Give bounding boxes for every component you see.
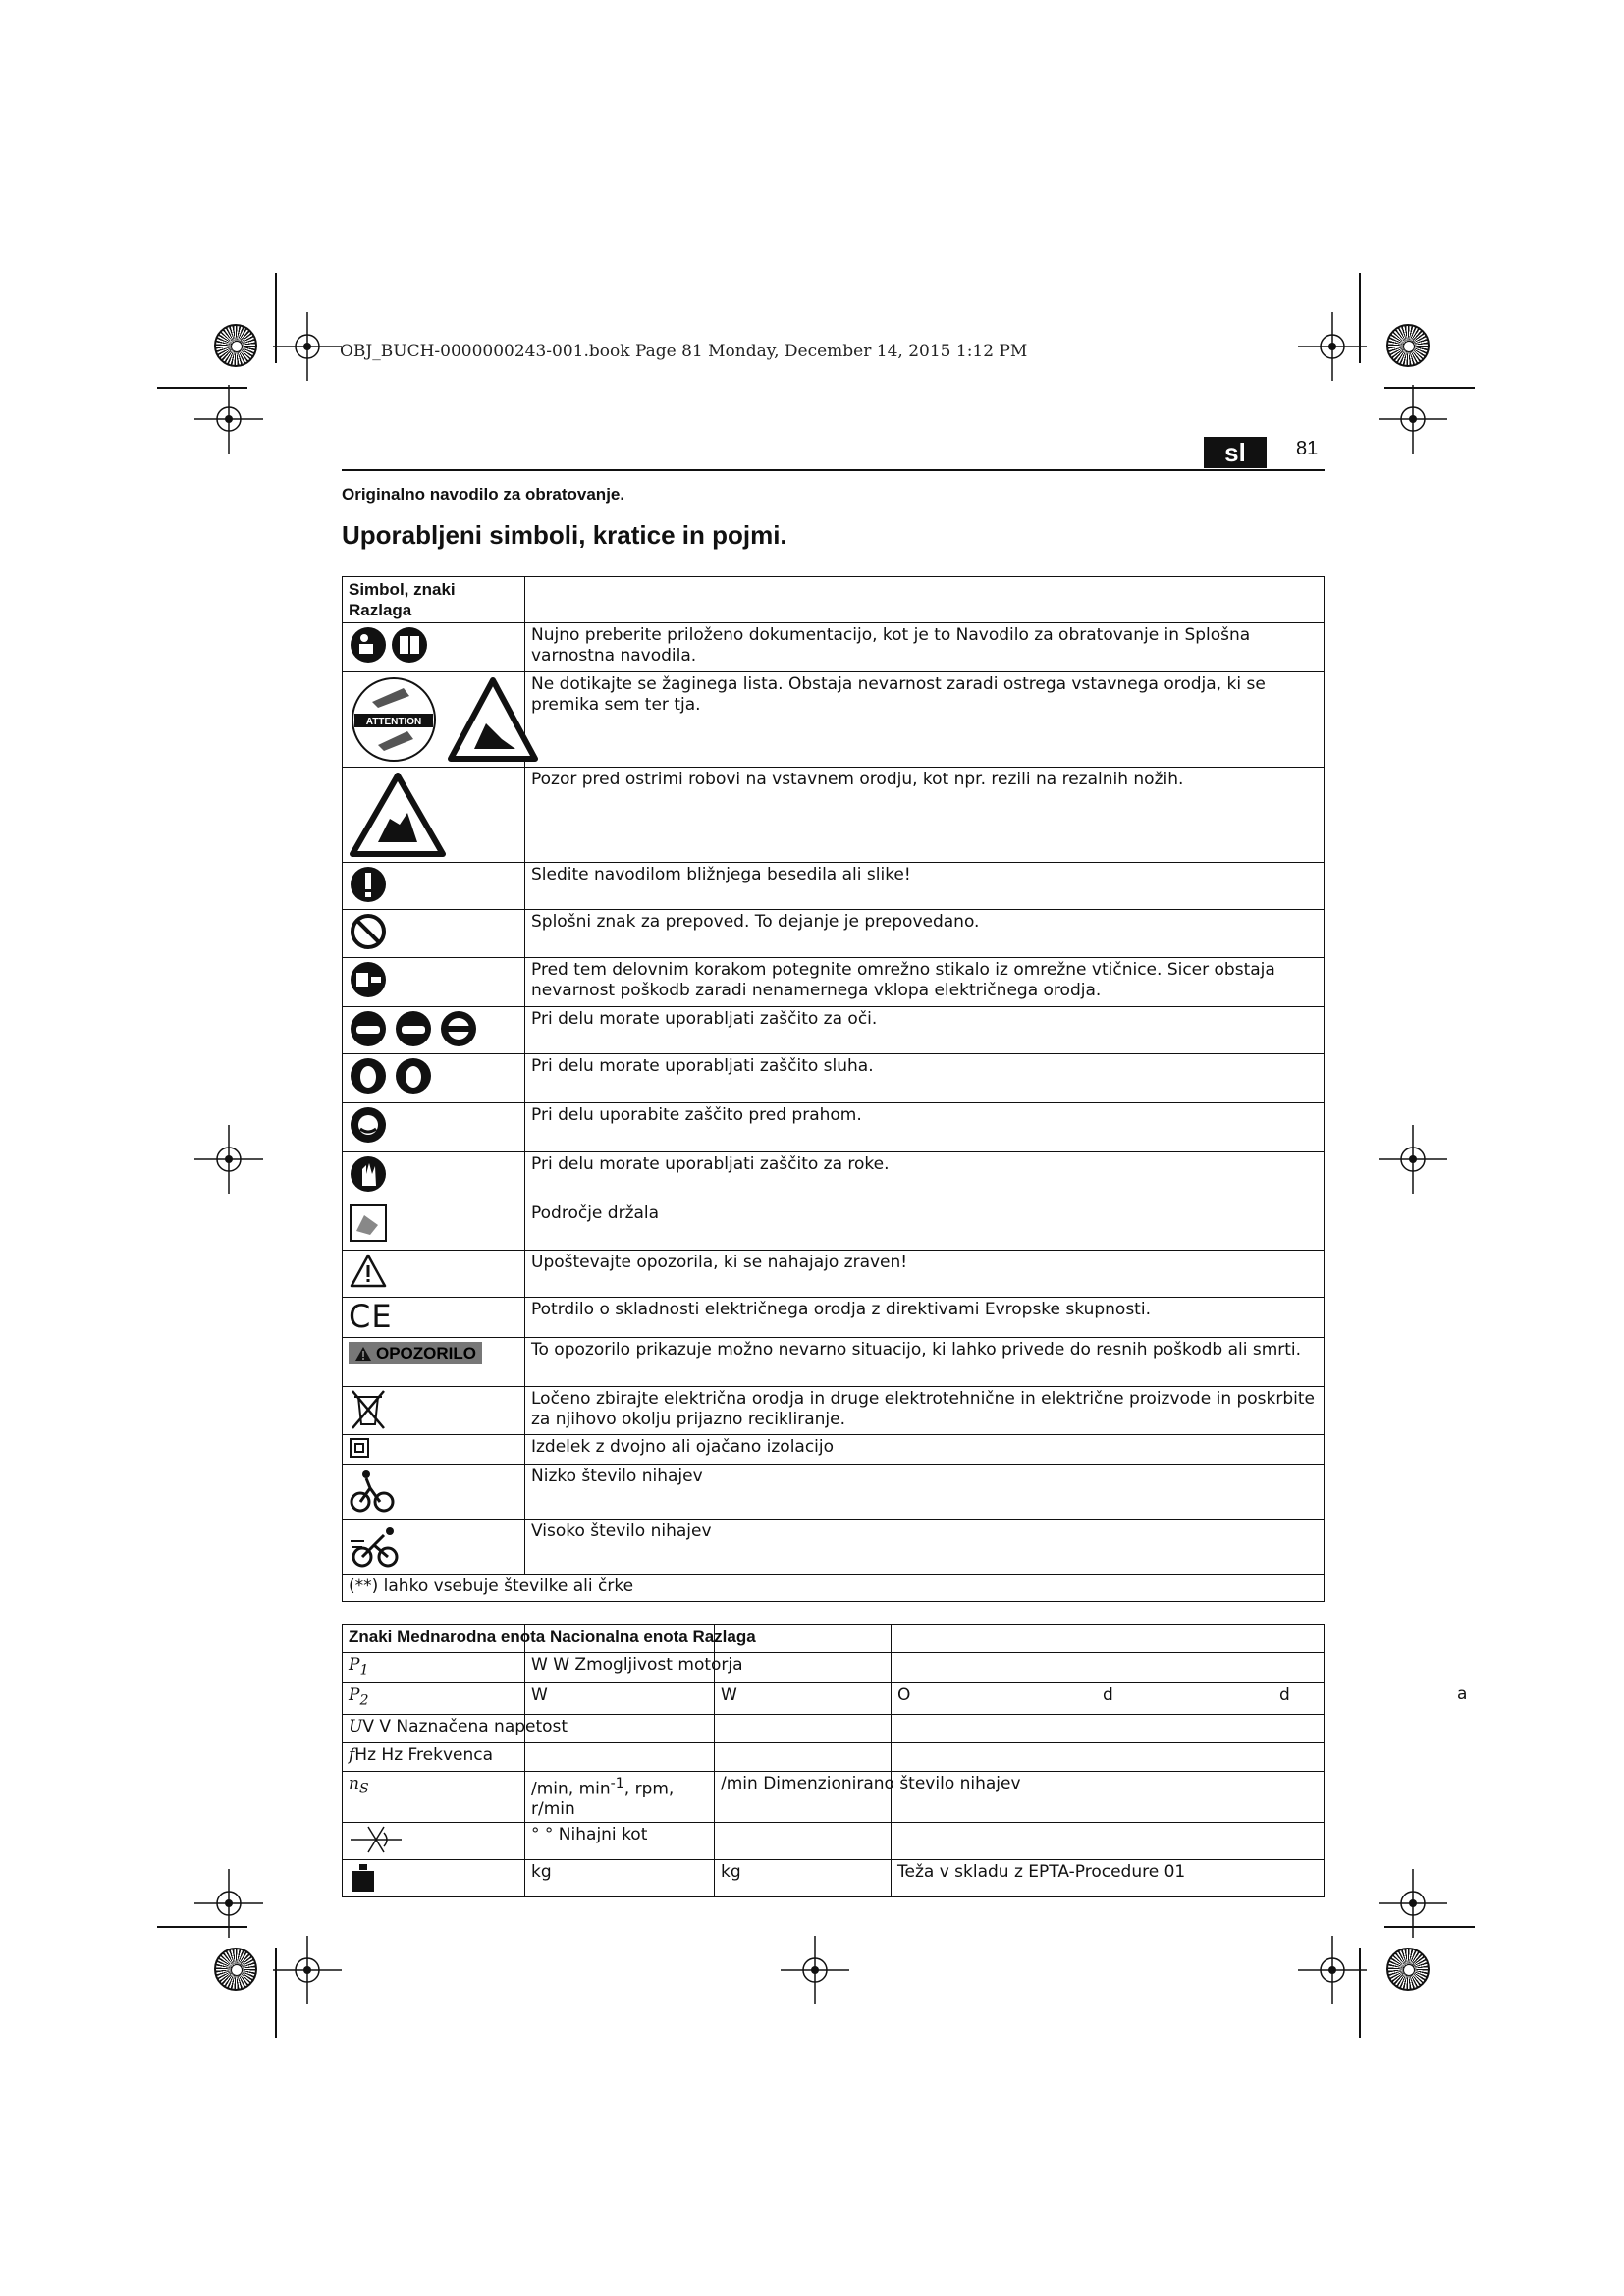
unit-cell: ° ° Nihajni kot	[525, 1823, 715, 1860]
description-cell	[892, 1714, 1325, 1742]
table-row	[343, 1465, 1325, 1520]
double-insulation-icon	[349, 1437, 370, 1459]
description-cell: Pred tem delovnim korakom potegnite omrežno stikalo iz omrežne vtičnice. Sicer obstaja nevarnost poškodb zaradi nenamernega vklopa električnega orodja.	[525, 958, 1325, 1007]
description-cell: Pri delu morate uporabljati zaščito za roke.	[525, 1152, 1325, 1201]
low-oscillation-icon	[349, 1467, 396, 1514]
unit-cell: W W Zmogljivost motorja	[525, 1653, 715, 1683]
description-cell: Ločeno zbirajte električna orodja in druge elektrotehnične in električne proizvode in poskrbite za njihovo okolju prijazno recikliranje.	[525, 1387, 1325, 1435]
crosshair-mark	[273, 312, 342, 381]
description-cell	[892, 1742, 1325, 1771]
table-row	[343, 1251, 1325, 1298]
exclamation-icon	[349, 865, 388, 904]
unit-symbol: P	[349, 1685, 360, 1706]
table-row	[343, 1520, 1325, 1575]
unit-cell	[715, 1742, 892, 1771]
attention-blade-icon	[349, 674, 539, 763]
table-header: Znaki Mednarodna enota Nacionalna enota Razlaga	[343, 1625, 525, 1653]
registration-rosette	[214, 1948, 257, 1991]
unit-text: r/min	[531, 1799, 575, 1820]
dust-mask-icon	[349, 1105, 388, 1145]
footnote: (**) lahko vsebuje številke ali črke	[343, 1575, 1325, 1602]
warning-badge-label: OPOZORILO	[376, 1344, 476, 1362]
table-row	[343, 1742, 1325, 1771]
warning-triangle-icon	[349, 1253, 388, 1290]
description-cell: Splošni znak za prepoved. To dejanje je prepovedano.	[525, 910, 1325, 958]
units-table	[342, 1624, 1325, 1897]
unit-symbol: n	[349, 1773, 359, 1793]
footnote-row	[343, 1575, 1325, 1602]
section-title: Uporabljeni simboli, kratice in pojmi.	[342, 520, 787, 550]
table-row	[343, 1653, 1325, 1683]
trim-mark	[1359, 1948, 1361, 2038]
trim-mark	[157, 387, 247, 389]
symbol-cell	[343, 1465, 525, 1520]
trim-mark	[1384, 387, 1475, 389]
symbol-cell	[343, 1201, 525, 1251]
symbol-cell	[343, 1298, 525, 1338]
crosshair-mark	[273, 1936, 342, 2004]
unit-row-text: V V Naznačena napetost	[362, 1716, 568, 1736]
page-number: 81	[1296, 438, 1319, 459]
crosshair-mark	[1379, 1869, 1447, 1938]
unplug-icon	[349, 960, 388, 999]
registration-rosette	[214, 324, 257, 367]
unit-symbol-subscript: 2	[359, 1692, 369, 1709]
table-header-cell	[892, 1625, 1325, 1653]
trim-mark	[1359, 273, 1361, 363]
description-fragment: d	[1279, 1685, 1290, 1706]
symbol-cell	[343, 1742, 525, 1771]
unit-cell	[715, 1714, 892, 1742]
description-cell: Ne dotikajte se žaginega lista. Obstaja nevarnost zaradi ostrega vstavnega orodja, ki se premika sem ter tja.	[525, 672, 1325, 768]
table-row	[343, 672, 1325, 768]
crosshair-mark	[194, 1869, 263, 1938]
symbol-cell	[343, 1771, 525, 1823]
description-cell: Nujno preberite priloženo dokumentacijo, kot je to Navodilo za obratovanje in Splošna varnostna navodila.	[525, 623, 1325, 672]
file-header: OBJ_BUCH-0000000243-001.book Page 81 Monday, December 14, 2015 1:12 PM	[340, 342, 1028, 361]
gloves-icon	[349, 1154, 388, 1194]
oscillation-angle-icon	[349, 1825, 404, 1854]
unit-symbol: f	[349, 1744, 355, 1765]
header-rule	[342, 469, 1325, 471]
crosshair-mark	[1379, 1125, 1447, 1194]
symbol-cell	[343, 863, 525, 910]
unit-symbol: U	[349, 1716, 363, 1736]
language-tab: sl	[1204, 437, 1267, 468]
description-cell: Potrdilo o skladnosti električnega orodja z direktivami Evropske skupnosti.	[525, 1298, 1325, 1338]
hearing-protection-icon	[349, 1056, 437, 1095]
unit-superscript: -1	[610, 1775, 624, 1791]
table-header: Simbol, znaki Razlaga	[343, 577, 525, 623]
description-fragment: O	[897, 1685, 911, 1706]
description-cell: Pozor pred ostrimi robovi na vstavnem orodju, kot npr. rezili na rezalnih nožih.	[525, 768, 1325, 863]
crosshair-mark	[781, 1936, 849, 2004]
unit-cell: W	[715, 1683, 892, 1714]
unit-cell	[525, 1771, 715, 1823]
description-cell: Področje držala	[525, 1201, 1325, 1251]
table-row	[343, 1201, 1325, 1251]
prohibition-icon	[349, 912, 388, 951]
unit-row-text: Hz Hz Frekvenca	[354, 1744, 494, 1765]
trim-mark	[275, 273, 277, 363]
unit-symbol-subscript: S	[358, 1781, 369, 1797]
description-cell	[892, 1823, 1325, 1860]
table-row	[343, 768, 1325, 863]
unit-symbol-subscript: 1	[359, 1662, 369, 1679]
sharp-edges-warning-icon	[349, 770, 457, 858]
weight-icon	[349, 1862, 378, 1894]
unit-text: , rpm,	[623, 1779, 675, 1799]
table-row	[343, 1823, 1325, 1860]
table-row	[343, 1152, 1325, 1201]
table-header-row	[343, 1625, 1325, 1653]
table-row	[343, 1771, 1325, 1823]
symbol-cell	[343, 910, 525, 958]
warning-triangle-icon	[354, 1346, 372, 1362]
svg-text:ATTENTION: ATTENTION	[365, 717, 422, 727]
symbol-cell	[343, 1860, 525, 1897]
description-cell: Izdelek z dvojno ali ojačano izolacijo	[525, 1435, 1325, 1465]
read-manual-icon	[349, 625, 437, 665]
table-row	[343, 863, 1325, 910]
registration-rosette	[1386, 324, 1430, 367]
table-row	[343, 623, 1325, 672]
symbol-cell	[343, 672, 525, 768]
unit-cell: /min Dimenzionirano število nihajev	[715, 1771, 892, 1823]
description-cell: Sledite navodilom bližnjega besedila ali slike!	[525, 863, 1325, 910]
crosshair-mark	[194, 1125, 263, 1194]
unit-cell	[715, 1823, 892, 1860]
table-row	[343, 1387, 1325, 1435]
unit-cell: kg	[525, 1860, 715, 1897]
table-row	[343, 1683, 1325, 1714]
warning-badge-icon	[349, 1342, 482, 1364]
symbol-cell	[343, 1007, 525, 1054]
trim-mark	[157, 1926, 247, 1928]
weee-bin-icon	[349, 1389, 388, 1430]
ce-mark-icon: CE	[349, 1298, 393, 1335]
trim-mark	[1384, 1926, 1475, 1928]
symbol-cell	[343, 1520, 525, 1575]
symbol-cell	[343, 1387, 525, 1435]
unit-text: /min, min	[531, 1779, 611, 1799]
symbol-cell	[343, 1103, 525, 1152]
crosshair-mark	[1379, 385, 1447, 454]
symbol-cell	[343, 1152, 525, 1201]
table-row	[343, 1298, 1325, 1338]
description-cell: Teža v skladu z EPTA-Procedure 01	[892, 1860, 1325, 1897]
symbol-cell	[343, 1054, 525, 1103]
table-row	[343, 1007, 1325, 1054]
doc-subtitle: Originalno navodilo za obratovanje.	[342, 485, 625, 504]
table-row	[343, 1054, 1325, 1103]
symbol-cell	[343, 1683, 525, 1714]
description-cell: Upoštevajte opozorila, ki se nahajajo zraven!	[525, 1251, 1325, 1298]
unit-cell	[525, 1742, 715, 1771]
table-row	[343, 1435, 1325, 1465]
symbols-table	[342, 576, 1325, 1602]
eye-protection-icon	[349, 1009, 482, 1048]
description-cell	[892, 1683, 1325, 1714]
table-row	[343, 1860, 1325, 1897]
symbol-cell	[343, 1338, 525, 1387]
symbol-cell	[343, 1714, 568, 1742]
unit-cell: W	[525, 1683, 715, 1714]
crosshair-mark	[194, 385, 263, 454]
symbol-cell	[343, 958, 525, 1007]
description-cell	[892, 1653, 1325, 1683]
unit-symbol: P	[349, 1655, 360, 1675]
high-oscillation-icon	[349, 1522, 404, 1569]
table-row	[343, 1338, 1325, 1387]
description-cell: Pri delu uporabite zaščito pred prahom.	[525, 1103, 1325, 1152]
description-fragment: d	[1103, 1685, 1113, 1706]
grip-area-icon	[349, 1203, 388, 1243]
symbol-cell	[343, 1653, 525, 1683]
margin-text: a	[1457, 1684, 1468, 1704]
table-header-row	[343, 577, 1325, 623]
crosshair-mark	[1298, 1936, 1367, 2004]
symbol-cell	[343, 768, 525, 863]
symbol-cell	[343, 1823, 525, 1860]
unit-cell: kg	[715, 1860, 892, 1897]
crosshair-mark	[1298, 312, 1367, 381]
description-cell: Visoko število nihajev	[525, 1520, 1325, 1575]
description-cell: Pri delu morate uporabljati zaščito sluha.	[525, 1054, 1325, 1103]
table-row	[343, 1103, 1325, 1152]
table-header-cell	[525, 577, 1325, 623]
description-cell: Pri delu morate uporabljati zaščito za oči.	[525, 1007, 1325, 1054]
table-row	[343, 1714, 1325, 1742]
symbol-cell	[343, 623, 525, 672]
symbol-cell	[343, 1435, 525, 1465]
description-cell: Nizko število nihajev	[525, 1465, 1325, 1520]
symbol-cell	[343, 1251, 525, 1298]
description-cell: To opozorilo prikazuje možno nevarno situacijo, ki lahko privede do resnih poškodb ali smrti.	[525, 1338, 1325, 1387]
trim-mark	[275, 1948, 277, 2038]
table-row	[343, 910, 1325, 958]
registration-rosette	[1386, 1948, 1430, 1991]
table-row	[343, 958, 1325, 1007]
